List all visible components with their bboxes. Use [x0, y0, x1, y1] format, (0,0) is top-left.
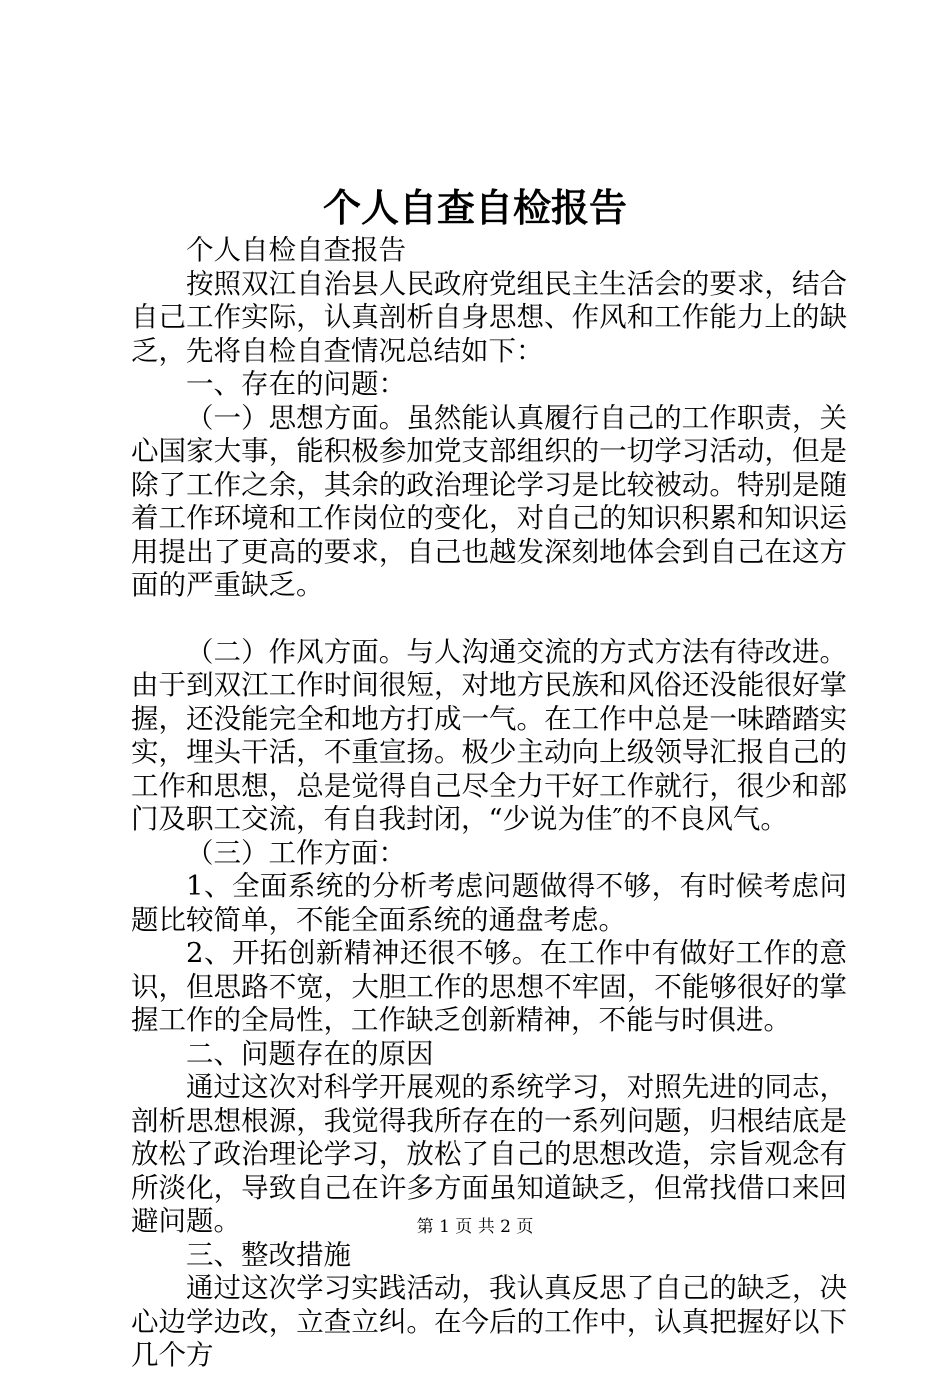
- paragraph-thought-aspect: （一）思想方面。虽然能认真履行自己的工作职责，关心国家大事，能积极参加党支部组织的一切学习活动，但是除了工作之余，其余的政治理论学习是比较被动。特别是随着工作环境和工作岗位的变化，对自己的知识积累和知识运用提出了更高的要求，自己也越发深刻地体会到自己在这方面的严重缺乏。: [131, 401, 847, 601]
- page-title: 个人自查自检报告: [322, 185, 627, 230]
- paragraph-work-item-1: 1、全面系统的分析考虑问题做得不够，有时候考虑问题比较简单，不能全面系统的通盘考虑。: [131, 870, 847, 936]
- section-heading-problems: 一、存在的问题：: [186, 368, 406, 400]
- paragraph-measures: 通过这次学习实践活动，我认真反思了自己的缺乏，决心边学边改，立查立纠。在今后的工作中，认真把握好以下几个方: [131, 1272, 847, 1371]
- document-body: [131, 234, 847, 1373]
- section-heading-causes: 二、问题存在的原因: [186, 1037, 434, 1070]
- subtitle-paragraph: 个人自检自查报告: [186, 234, 406, 266]
- paragraph-work-item-2: 2、开拓创新精神还很不够。在工作中有做好工作的意识，但思路不宽，大胆工作的思想不牢固，不能够很好的掌握工作的全局性，工作缺乏创新精神，不能与时俱进。: [131, 937, 847, 1036]
- intro-paragraph: 按照双江自治县人民政府党组民主生活会的要求，结合自己工作实际，认真剖析自身思想、作风和工作能力上的缺乏，先将自检自查情况总结如下：: [131, 267, 847, 367]
- page-footer: 第 1 页 共 2 页: [416, 1217, 534, 1237]
- section-heading-measures: 三、整改措施: [186, 1238, 351, 1271]
- subheading-work-aspect: （三）工作方面：: [186, 836, 406, 869]
- paragraph-style-aspect: （二）作风方面。与人沟通交流的方式方法有待改进。由于到双江工作时间很短，对地方民族和风俗还没能很好掌握，还没能完全和地方打成一气。在工作中总是一味踏踏实实，埋头干活，不重宣扬。极少主动向上级领导汇报自己的工作和思想，总是觉得自己尽全力干好工作就行，很少和部门及职工交流，有自我封闭，“少说为佳″的不良风气。: [131, 635, 847, 835]
- paragraph-causes: 通过这次对科学开展观的系统学习，对照先进的同志，剖析思想根源，我觉得我所存在的一系列问题，归根结底是放松了政治理论学习，放松了自己的思想改造，宗旨观念有所淡化，导致自己在许多方面虽知道缺乏，但常找借口来回避问题。: [131, 1071, 847, 1237]
